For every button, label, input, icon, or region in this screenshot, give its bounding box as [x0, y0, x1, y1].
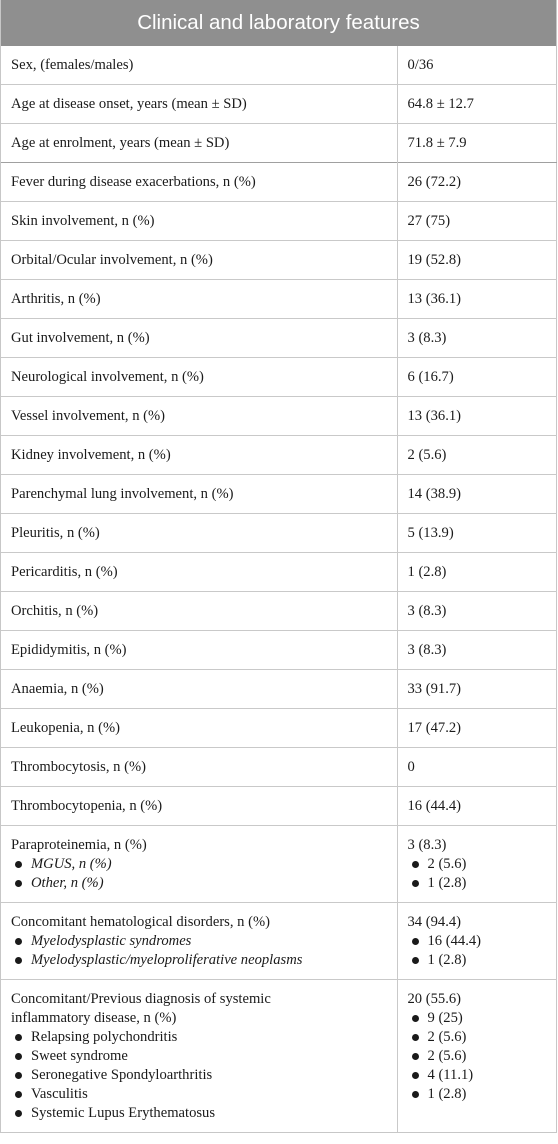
list-item: Relapsing polychondritis [11, 1028, 387, 1047]
row-value: 13 (36.1) [397, 397, 557, 436]
table-row [1, 475, 557, 514]
bullet-icon [412, 1034, 419, 1041]
row-label: Sex, (females/males) [11, 57, 134, 73]
table-row [1, 241, 557, 280]
bullet-icon [15, 957, 22, 964]
row-value: 2 (5.6) [397, 436, 557, 475]
list-item: 16 (44.4) [408, 932, 548, 951]
row-label: Epididymitis, n (%) [1, 631, 397, 670]
list-item: Sweet syndrome [11, 1047, 387, 1066]
list-item: 1 (2.8) [408, 1085, 548, 1104]
row-value: 6 (16.7) [397, 358, 557, 397]
list-item: Seronegative Spondyloarthritis [11, 1066, 387, 1085]
table-row [1, 553, 557, 592]
list-item: 2 (5.6) [408, 1028, 548, 1047]
table-row [1, 592, 557, 631]
table-row [1, 670, 557, 709]
bullet-icon [412, 1015, 419, 1022]
row-value: 3 (8.3) [397, 592, 557, 631]
row-value: 33 (91.7) [397, 670, 557, 709]
list-item: 9 (25) [408, 1009, 548, 1028]
table-row [1, 397, 557, 436]
list-item: Vasculitis [11, 1085, 387, 1104]
row-value: 64.8 ± 12.7 [397, 85, 557, 124]
row-value: 0/36 [397, 46, 557, 85]
row-label: Concomitant hematological disorders, n (%) [11, 914, 270, 930]
bullet-icon [412, 957, 419, 964]
row-label: Pericarditis, n (%) [1, 553, 397, 592]
table-row [1, 85, 557, 124]
list-item: MGUS, n (%) [11, 855, 387, 874]
row-value: 16 (44.4) [397, 787, 557, 826]
bullet-icon [15, 938, 22, 945]
bullet-icon [412, 1053, 419, 1060]
table-row-paraproteinemia [1, 826, 557, 903]
row-label: Anaemia, n (%) [1, 670, 397, 709]
row-label: Skin involvement, n (%) [1, 202, 397, 241]
row-label: Neurological involvement, n (%) [1, 358, 397, 397]
row-value: 17 (47.2) [397, 709, 557, 748]
list-item: 2 (5.6) [408, 1047, 548, 1066]
list-item: 4 (11.1) [408, 1066, 548, 1085]
bullet-icon [15, 1034, 22, 1041]
row-value: 27 (75) [397, 202, 557, 241]
row-label: Gut involvement, n (%) [1, 319, 397, 358]
bullet-icon [412, 861, 419, 868]
row-label: Concomitant/Previous diagnosis of systemic [11, 991, 271, 1007]
table-row [1, 124, 557, 163]
row-value: 34 (94.4) [407, 914, 462, 930]
row-label-continued: inflammatory disease, n (%) [11, 1010, 177, 1026]
row-label: Vessel involvement, n (%) [1, 397, 397, 436]
table-row [1, 358, 557, 397]
table-row-inflammatory [1, 980, 557, 1133]
row-label: Pleuritis, n (%) [1, 514, 397, 553]
row-label: Thrombocytosis, n (%) [1, 748, 397, 787]
bullet-icon [412, 938, 419, 945]
row-label: Fever during disease exacerbations, n (%) [1, 163, 397, 202]
row-label: Orbital/Ocular involvement, n (%) [1, 241, 397, 280]
row-value: 3 (8.3) [397, 319, 557, 358]
row-value: 3 (8.3) [407, 837, 447, 853]
bullet-icon [412, 1091, 419, 1098]
bullet-icon [15, 1110, 22, 1117]
bullet-icon [412, 1072, 419, 1079]
row-label: Parenchymal lung involvement, n (%) [1, 475, 397, 514]
bullet-icon [15, 1053, 22, 1060]
row-value: 1 (2.8) [397, 553, 557, 592]
list-item: Systemic Lupus Erythematosus [11, 1104, 387, 1123]
table-row-hematological [1, 903, 557, 980]
row-value: 13 (36.1) [397, 280, 557, 319]
row-label: Age at enrolment, years (mean ± SD) [1, 124, 397, 163]
table-row [1, 631, 557, 670]
row-label: Orchitis, n (%) [1, 592, 397, 631]
row-label: Age at disease onset, years (mean ± SD) [1, 85, 397, 124]
bullet-icon [15, 1072, 22, 1079]
table-row [1, 46, 557, 85]
list-item: Myelodysplastic syndromes [11, 932, 387, 951]
table-title: Clinical and laboratory features [1, 0, 556, 46]
row-value: 14 (38.9) [397, 475, 557, 514]
bullet-icon [15, 880, 22, 887]
table-row [1, 280, 557, 319]
list-item: Myelodysplastic/myeloproliferative neoplasms [11, 951, 387, 970]
row-value: 20 (55.6) [407, 991, 462, 1007]
row-value: 26 (72.2) [397, 163, 557, 202]
list-item: 2 (5.6) [408, 855, 548, 874]
bullet-icon [15, 861, 22, 868]
table-row [1, 436, 557, 475]
row-value: 5 (13.9) [397, 514, 557, 553]
row-value: 3 (8.3) [397, 631, 557, 670]
list-item: 1 (2.8) [408, 951, 548, 970]
table-row [1, 514, 557, 553]
row-label: Thrombocytopenia, n (%) [1, 787, 397, 826]
table-row [1, 748, 557, 787]
row-label: Arthritis, n (%) [1, 280, 397, 319]
row-label: Paraproteinemia, n (%) [11, 837, 147, 853]
list-item: 1 (2.8) [408, 874, 548, 893]
table-row [1, 709, 557, 748]
table-row [1, 319, 557, 358]
row-value: 0 [397, 748, 557, 787]
row-label: Leukopenia, n (%) [1, 709, 397, 748]
list-item: Other, n (%) [11, 874, 387, 893]
row-value: 19 (52.8) [397, 241, 557, 280]
table-row [1, 163, 557, 202]
bullet-icon [15, 1091, 22, 1098]
bullet-icon [412, 880, 419, 887]
row-value: 71.8 ± 7.9 [397, 124, 557, 163]
features-grid [1, 46, 557, 1132]
table-row [1, 202, 557, 241]
table-row [1, 787, 557, 826]
row-label: Kidney involvement, n (%) [1, 436, 397, 475]
